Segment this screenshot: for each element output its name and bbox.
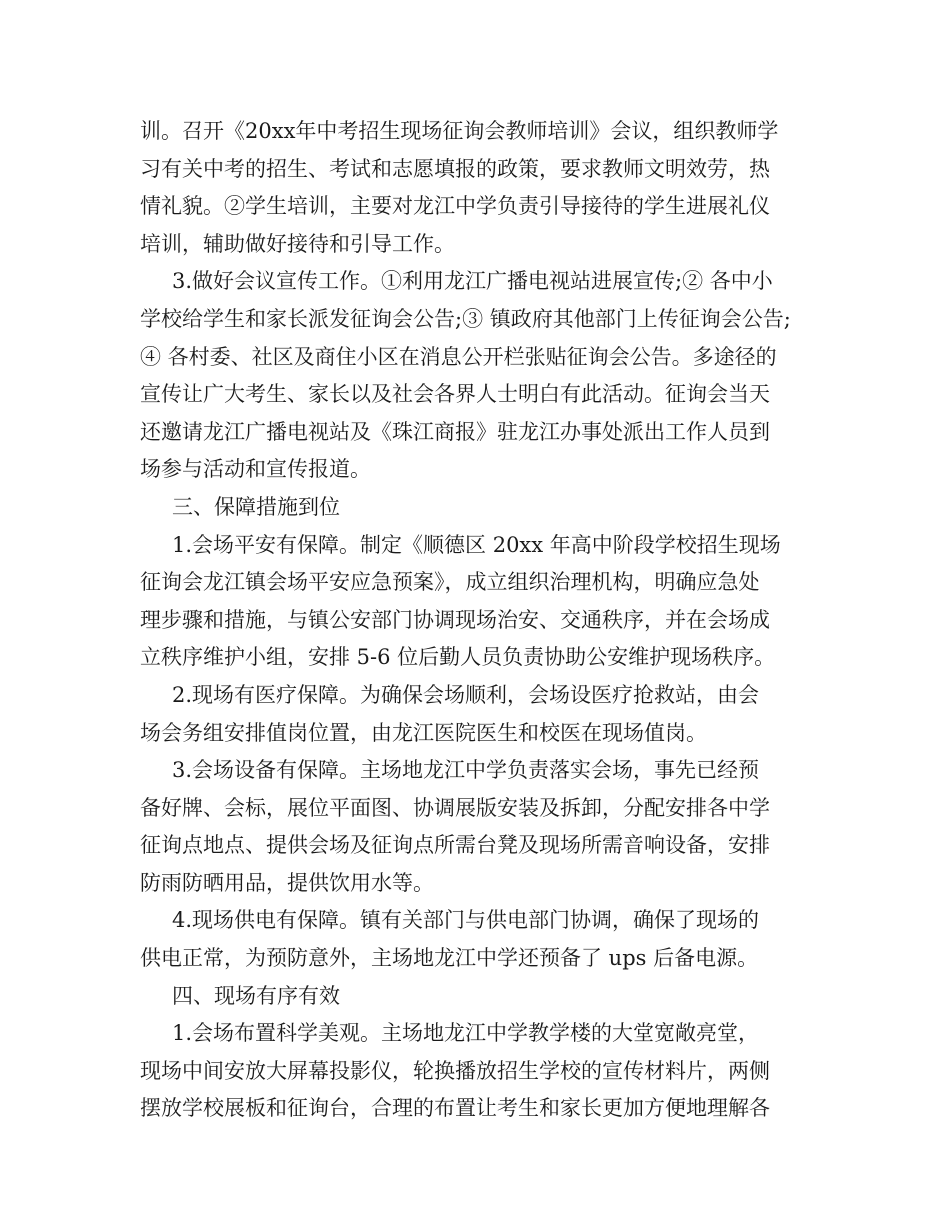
text-line: 3.会场设备有保障。主场地龙江中学负责落实会场，事先已经预	[172, 758, 760, 783]
text-line: 征询点地点、提供会场及征询点所需台凳及现场所需音响设备，安排	[140, 833, 770, 858]
text-line: 1.会场布置科学美观。主场地龙江中学教学楼的大堂宽敞亮堂，	[172, 1021, 760, 1046]
text-line: 1.会场平安有保障。制定《顺德区 20xx 年高中阶段学校招生现场	[172, 532, 781, 557]
text-line: 备好牌、会标，展位平面图、协调展版安装及拆卸，分配安排各中学	[140, 795, 770, 820]
text-line: 摆放学校展板和征询台，合理的布置让考生和家长更加方便地理解各	[140, 1096, 770, 1121]
text-line: 供电正常，为预防意外，主场地龙江中学还预备了 ups 后备电源。	[140, 946, 759, 971]
text-line: 征询会龙江镇会场平安应急预案》，成立组织治理机构，明确应急处	[140, 570, 760, 595]
text-line: 防雨防晒用品，提供饮用水等。	[140, 870, 434, 895]
text-line: 习有关中考的招生、考试和志愿填报的政策，要求教师文明效劳，热	[140, 156, 770, 181]
text-line: 2.现场有医疗保障。为确保会场顺利，会场设医疗抢救站，由会	[172, 682, 760, 707]
text-line: ④ 各村委、社区及商住小区在消息公开栏张贴征询会公告。多途径的	[140, 344, 777, 369]
section-heading: 三、保障措施到位	[172, 494, 340, 519]
text-line: 训。召开《20xx年中考招生现场征询会教师培训》会议，组织教师学	[140, 119, 779, 143]
text-line: 宣传让广大考生、家长以及社会各界人士明白有此活动。征询会当天	[140, 382, 770, 407]
text-line: 4.现场供电有保障。镇有关部门与供电部门协调，确保了现场的	[172, 908, 760, 933]
text-line: 培训，辅助做好接待和引导工作。	[140, 231, 455, 256]
text-line: 3.做好会议宣传工作。①利用龙江广播电视站进展宣传;② 各中小	[172, 269, 773, 294]
text-line: 场会务组安排值岗位置，由龙江医院医生和校医在现场值岗。	[140, 720, 707, 745]
text-line: 场参与活动和宣传报道。	[140, 457, 371, 482]
text-line: 情礼貌。②学生培训，主要对龙江中学负责引导接待的学生进展礼仪	[140, 194, 770, 219]
section-heading: 四、现场有序有效	[172, 983, 340, 1008]
document-body	[140, 113, 820, 1128]
text-line: 立秩序维护小组，安排 5-6 位后勤人员负责协助公安维护现场秩序。	[140, 645, 776, 670]
text-line: 现场中间安放大屏幕投影仪，轮换播放招生学校的宣传材料片，两侧	[140, 1058, 770, 1083]
text-line: 理步骤和措施，与镇公安部门协调现场治安、交通秩序，并在会场成	[140, 607, 770, 632]
text-line: 学校给学生和家长派发征询会公告;③ 镇政府其他部门上传征询会公告;	[140, 306, 791, 331]
text-line: 还邀请龙江广播电视站及《珠江商报》驻龙江办事处派出工作人员到	[140, 419, 770, 444]
